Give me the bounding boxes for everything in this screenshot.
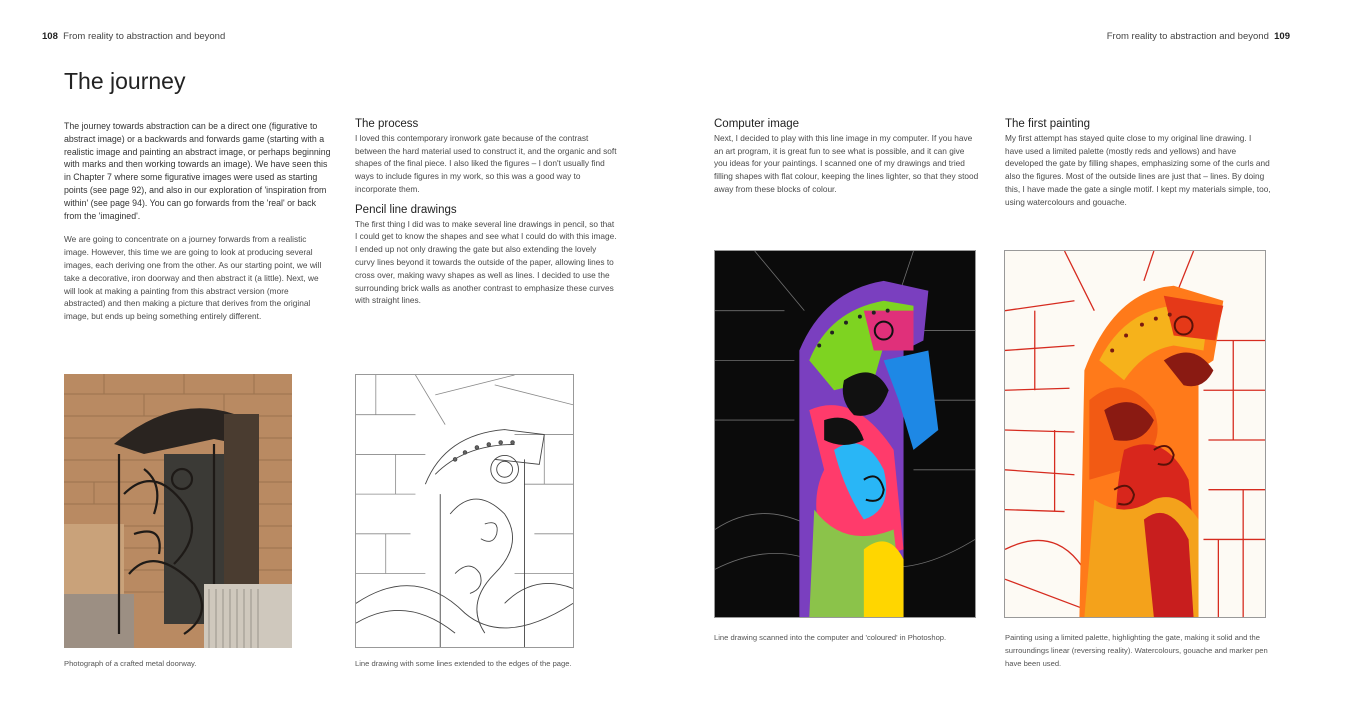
intro-paragraph-2: We are going to concentrate on a journey forwards from a realistic image. However, this time we are going to look at producing several images, each deriving one from the other. As our starting point, we will take a decorative, iron doorway and then abstract it (a little). Next, we will look at making a painting from this abstract version (more abstracted) and then making a picture that derives from the original image, but ends up being something entirely different.	[64, 234, 322, 322]
first-painting-body: My first attempt has stayed quite close to my original line drawing. I have used a limited palette (mostly reds and yellows) and have developed the gate by filling shapes, emphasizing some of the curls and also the figures. Most of the outside lines are just that – lines. By doing this, I have made the gate a single motif. I kept my materials simple, too, using watercolours and gouache.	[1005, 132, 1271, 207]
right-page-number: 109	[1274, 31, 1290, 42]
process-heading: The process	[355, 118, 419, 130]
intro-column	[64, 120, 332, 323]
pencil-section	[355, 204, 617, 307]
intro-paragraph-1: The journey towards abstraction can be a direct one (figurative to abstract image) or a backwards and forwards game (starting with a realistic image and painting an abstract image, or perhaps beginning with marks and then working towards an image). We have seen this in Chapter 7 where some figurative images were used as starting points (see page 92), and also in our exploration of 'inspiration from within' (see page 94). You can go forwards from the 'real' or back from the 'imagined'.	[64, 121, 331, 221]
computer-column	[714, 118, 979, 196]
computer-caption: Line drawing scanned into the computer and 'coloured' in Photoshop.	[714, 633, 947, 642]
computer-body: Next, I decided to play with this line image in my computer. If you have an art program, it is great fun to see what is possible, and it can give you ideas for your paintings. I scanned one of my drawings and tried filling shapes with flat colour, keeping the lines lighter, so that they stood away from these blocks of colour.	[714, 132, 979, 194]
left-running-head-text: From reality to abstraction and beyond	[63, 31, 226, 42]
photo-gate-image	[64, 374, 292, 648]
right-running-head	[1107, 31, 1290, 42]
page-title: The journey	[64, 68, 186, 94]
left-running-head	[42, 31, 225, 42]
first-painting-heading: The first painting	[1005, 118, 1091, 130]
first-painting-column	[1005, 118, 1271, 209]
painting-image	[1004, 250, 1266, 618]
painting-caption: Painting using a limited palette, highlighting the gate, making it solid and the surroundings linear (reversing reality). Watercolours, gouache and marker pen have been used.	[1005, 633, 1268, 668]
line-drawing-caption: Line drawing with some lines extended to the edges of the page.	[355, 659, 572, 668]
pencil-heading: Pencil line drawings	[355, 203, 457, 216]
photo-caption: Photograph of a crafted metal doorway.	[64, 659, 197, 668]
computer-image	[714, 250, 976, 618]
left-page-number: 108	[42, 31, 58, 42]
process-column	[355, 118, 617, 307]
process-section	[355, 118, 617, 196]
right-running-head-text: From reality to abstraction and beyond	[1106, 31, 1269, 42]
process-body: I loved this contemporary ironwork gate because of the contrast between the hard material used to construct it, and the organic and soft shapes of the final piece. I also liked the figures – I don't usually find ways to include figures in my work, so this was a good way to incorporate them.	[355, 132, 617, 194]
line-drawing-image	[355, 374, 574, 648]
pencil-body: The first thing I did was to make several line drawings in pencil, so that I could get to know the shapes and see what I could do with this image. I ended up not only drawing the gate but also extending the lovely curvy lines beyond it towards the outside of the paper, allowing lines to cross over, making wavy shapes as well as lines. I decided to use the surrounding brick walls as another contrast to emphasize these curves with straight lines.	[355, 218, 617, 306]
computer-heading: Computer image	[714, 118, 800, 130]
